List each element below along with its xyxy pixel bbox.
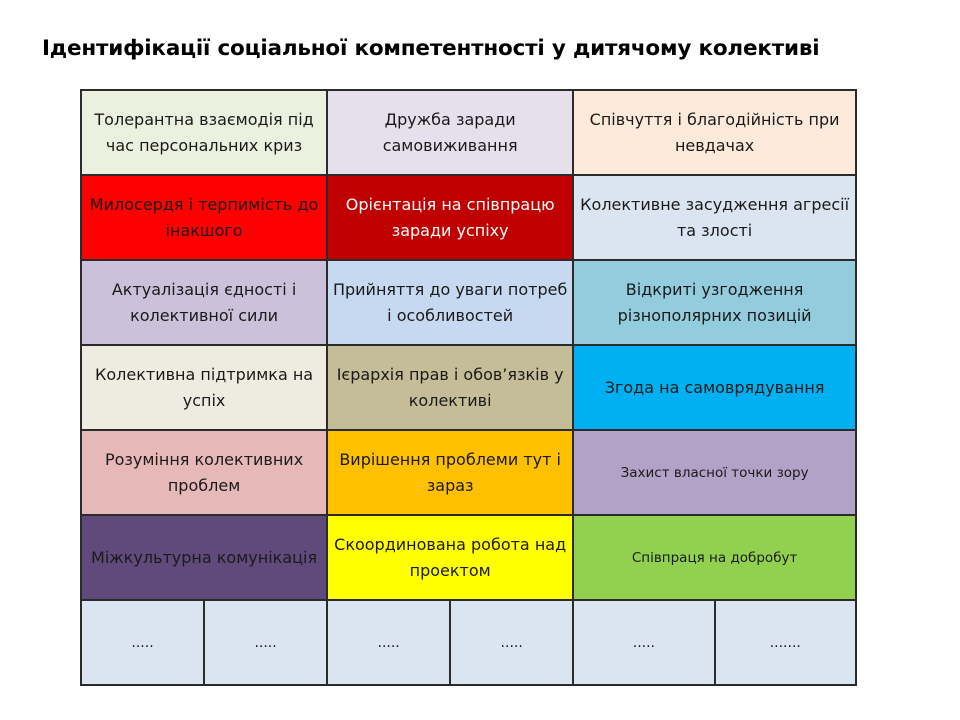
table-row [81,430,856,515]
table-cell-welfare: Співпраця на добробут [573,515,856,600]
table-row [81,515,856,600]
table-row [81,345,856,430]
competence-table [80,89,857,686]
table-row [81,260,856,345]
table-cell-intercultural: Міжкультурна комунікація [81,515,327,600]
placeholder-cell: ..... [573,600,714,685]
page-title: Ідентифікації соціальної компетентності у дитячому колективі [42,36,820,61]
placeholder-cell: ..... [204,600,327,685]
table-cell-compassion: Співчуття і благодійність при невдачах [573,90,856,175]
table-cell-self-government: Згода на самоврядування [573,345,856,430]
placeholder-cell: ..... [81,600,204,685]
placeholder-cell: ....... [715,600,856,685]
table-cell-understanding: Розуміння колективних проблем [81,430,327,515]
table-cell-tolerance: Толерантна взаємодія під час персональних криз [81,90,327,175]
table-cell-mercy: Милосердя і терпимість до інакшого [81,175,327,260]
table-cell-own-view: Захист власної точки зору [573,430,856,515]
placeholder-cell: ..... [450,600,573,685]
table-cell-needs: Прийняття до уваги потреб і особливостей [327,260,573,345]
table-cell-hierarchy: Ієрархія прав і обов’язків у колективі [327,345,573,430]
table-cell-friendship: Дружба заради самовиживання [327,90,573,175]
table-cell-project-work: Скоординована робота над проектом [327,515,573,600]
table-row [81,175,856,260]
placeholder-cell: ..... [327,600,450,685]
table-cell-agreements: Відкриті узгодження різнополярних позицій [573,260,856,345]
table-cell-problem-solving: Вирішення проблеми тут і зараз [327,430,573,515]
table-cell-condemnation: Колективне засудження агресії та злості [573,175,856,260]
table-row [81,90,856,175]
table-cell-support: Колективна підтримка на успіх [81,345,327,430]
table-cell-cooperation-orientation: Орієнтація на співпрацю заради успіху [327,175,573,260]
table-cell-unity: Актуалізація єдності і колективної сили [81,260,327,345]
table-row-placeholders [81,600,856,685]
